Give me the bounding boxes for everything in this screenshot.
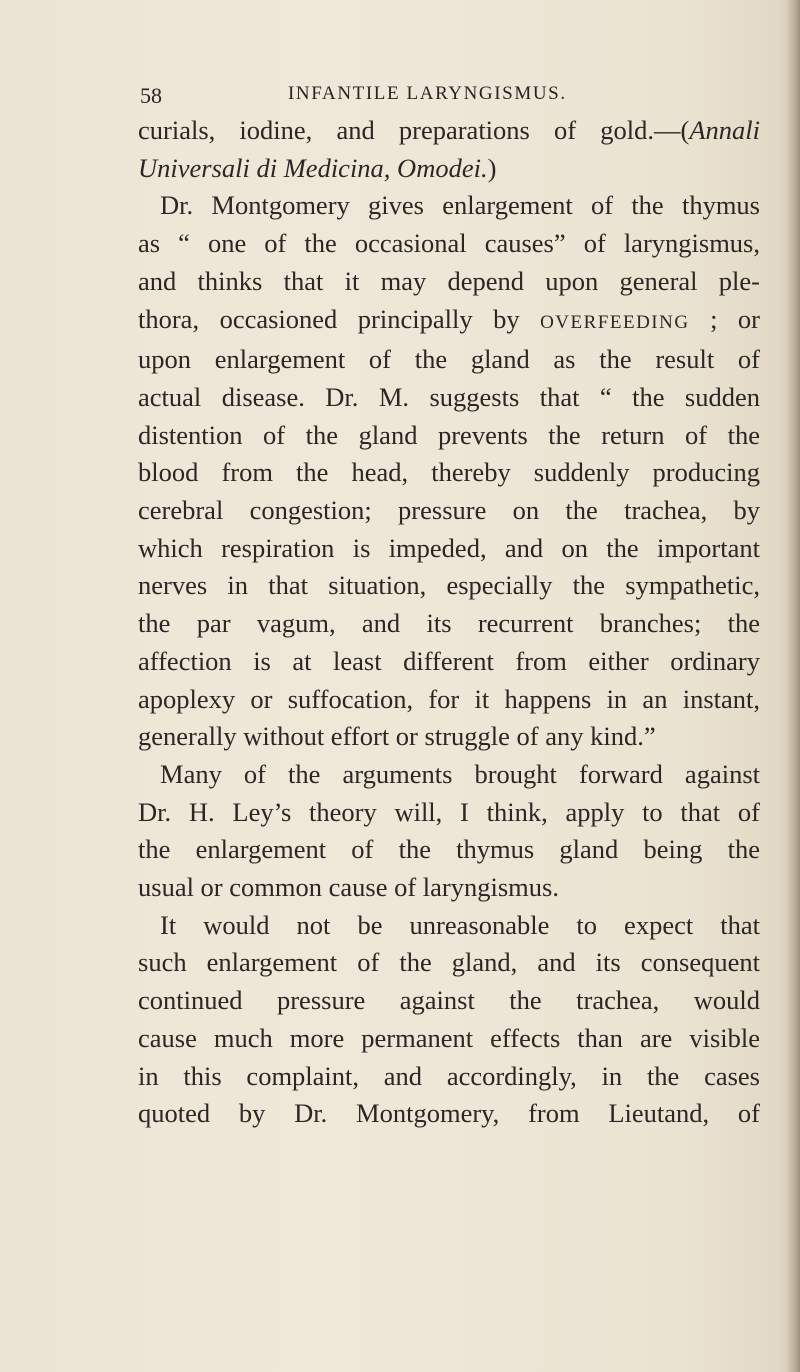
text-line: apoplexy or suffocation, for it happens in an instant,	[138, 683, 760, 714]
text-line: usual or common cause of laryngismus.	[138, 872, 559, 903]
text-line: quoted by Dr. Montgomery, from Lieutand, of	[138, 1098, 760, 1129]
text-line: upon enlargement of the gland as the result of	[138, 344, 760, 375]
page-header	[140, 83, 740, 113]
page-edge-shadow	[786, 0, 800, 1372]
citation-title: Universali di Medicina, Omodei.	[138, 152, 488, 183]
text-line: Many of the arguments brought forward against	[160, 758, 760, 789]
text-line: and thinks that it may depend upon general ple-	[138, 265, 760, 296]
citation-title: Annali	[689, 115, 760, 145]
text-line: such enlargement of the gland, and its consequent	[138, 947, 760, 978]
text-line: the enlargement of the thymus gland being the	[138, 834, 760, 865]
text-line: curials, iodine, and preparations of gold.—(Annali	[138, 115, 760, 145]
text-line: actual disease. Dr. M. suggests that “ the sudden	[138, 381, 760, 412]
text-line: which respiration is impeded, and on the important	[138, 532, 760, 563]
text-line: the par vagum, and its recurrent branches; the	[138, 608, 760, 639]
text-line: cause much more permanent effects than are visible	[138, 1022, 760, 1053]
text-line: in this complaint, and accordingly, in the cases	[138, 1060, 760, 1091]
text-line: Universali di Medicina, Omodei.)	[138, 152, 497, 183]
text-line: It would not be unreasonable to expect that	[160, 909, 760, 940]
text-line: distention of the gland prevents the return of the	[138, 419, 760, 450]
text-line: as “ one of the occasional causes” of laryngismus,	[138, 228, 760, 259]
text-line: cerebral congestion; pressure on the trachea, by	[138, 495, 760, 526]
text-line: thora, occasioned principally by OVERFEEDING ; or	[138, 303, 760, 334]
body-text	[138, 112, 760, 1133]
text-line: affection is at least different from either ordinary	[138, 645, 760, 676]
text-line: continued pressure against the trachea, would	[138, 985, 760, 1016]
text-line: Dr. Montgomery gives enlargement of the thymus	[160, 190, 760, 221]
text-line: blood from the head, thereby suddenly producing	[138, 457, 760, 488]
text-line: Dr. H. Ley’s theory will, I think, apply to that of	[138, 796, 760, 827]
running-head: INFANTILE LARYNGISMUS.	[288, 83, 567, 104]
text-line: nerves in that situation, especially the sympathetic,	[138, 570, 760, 601]
small-caps-term: OVERFEEDING	[540, 311, 690, 333]
text-line: generally without effort or struggle of any kind.”	[138, 721, 656, 752]
page-number: 58	[140, 83, 162, 108]
